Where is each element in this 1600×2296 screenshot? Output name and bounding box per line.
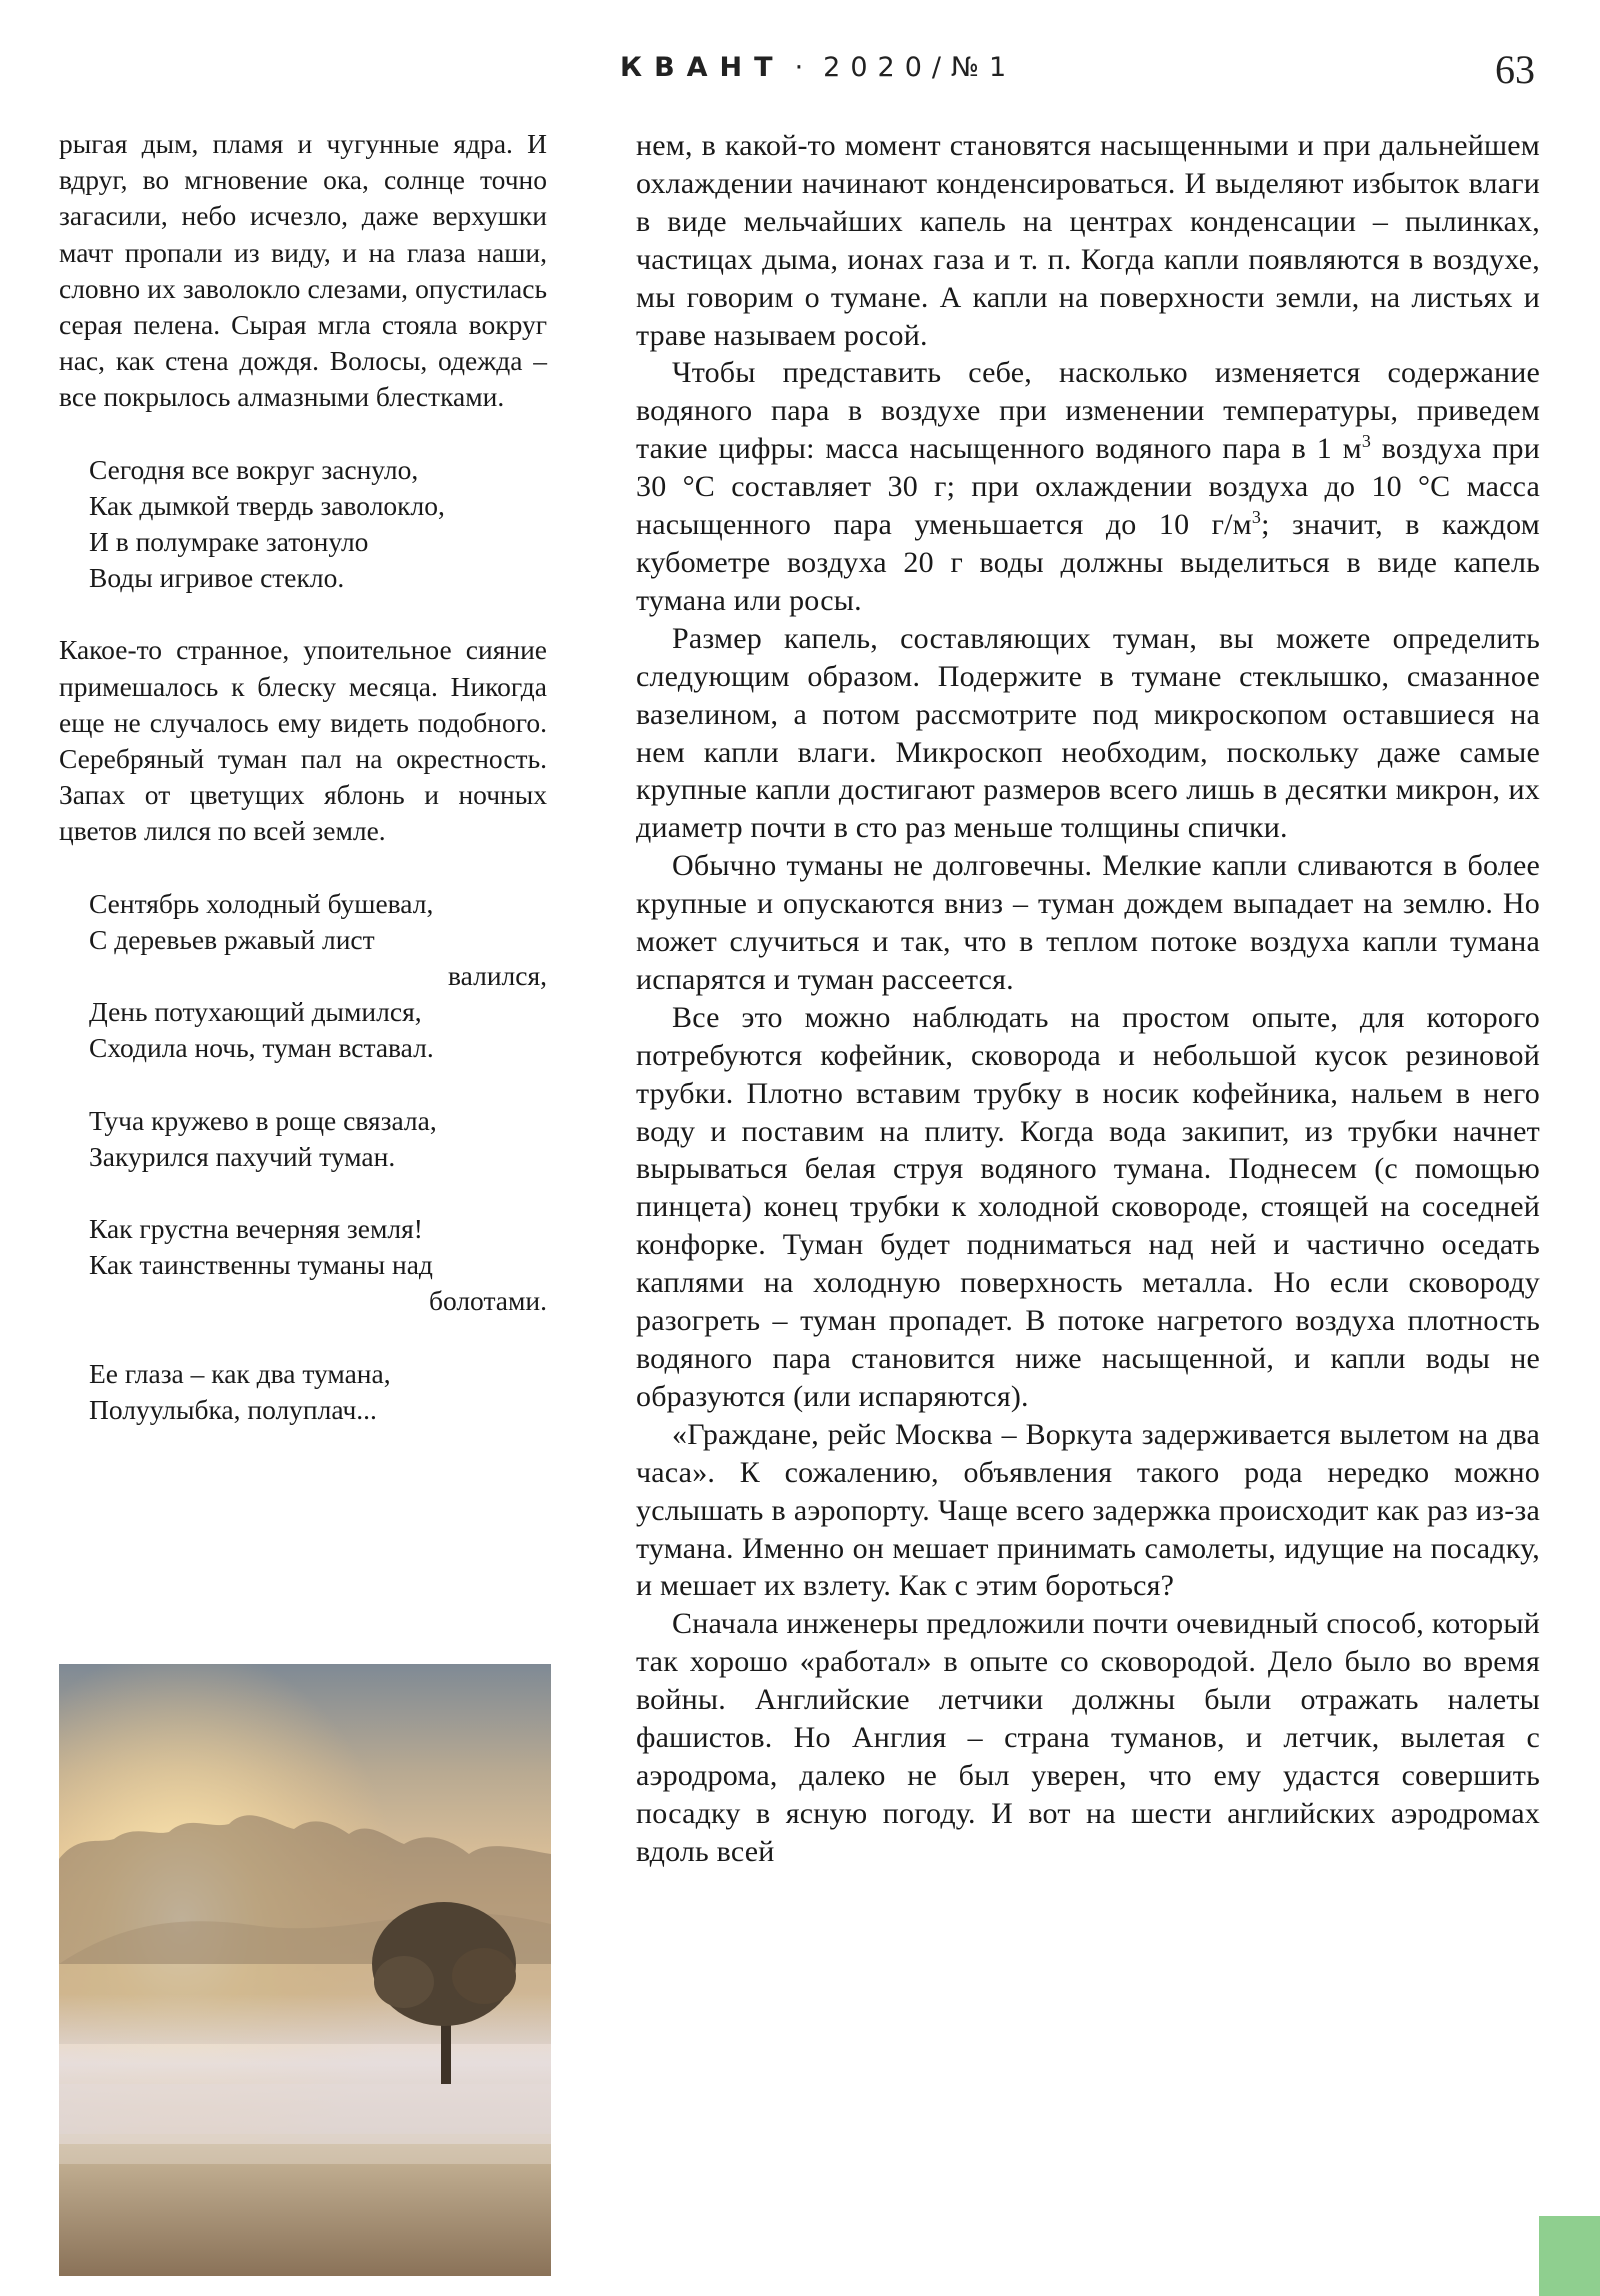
page-header	[0, 40, 1600, 100]
journal-title	[620, 52, 1016, 83]
poem-line: Как грустна вечерняя земля!	[89, 1213, 423, 1245]
poem-line: Как дымкой твердь заволокло,	[89, 489, 445, 521]
paragraph-1: нем, в какой-то момент становятся насыщенными и при дальнейшем охлаждении начинают конденсироваться. И выделяют избыток влаги в виде мельчайших капель на центрах конденсации – пылинках, частицах дыма, ионах газа и т. п. Когда капли появляются в воздухе, мы говорим о тумане. А капли на поверхности земли, на листьях и траве называем росой.	[636, 129, 1540, 352]
poem-line: Сходила ночь, туман вставал.	[89, 1032, 434, 1064]
page-number: 63	[1495, 47, 1535, 92]
poem-line: Как таинственны туманы над	[89, 1249, 433, 1281]
foggy-landscape-photo	[59, 1664, 551, 2276]
paragraph-4: Обычно туманы не долговечны. Мелкие капли сливаются в более крупные и опускаются вниз – туман дождем выпадает на землю. Но может случиться и так, что в теплом потоке воздуха капли тумана испарятся и туман рассеется.	[636, 849, 1540, 996]
poem-line: День потухающий дымился,	[89, 996, 422, 1028]
poem-line: Сегодня все вокруг заснуло,	[89, 453, 419, 485]
poem-line: болотами.	[428, 1285, 547, 1317]
superscript: 3	[1251, 507, 1262, 528]
poem-5	[59, 1356, 547, 1428]
poem-line: Туча кружево в роще связала,	[89, 1104, 437, 1136]
superscript: 3	[1361, 431, 1372, 452]
poem-1	[59, 452, 547, 597]
prose-paragraph: Какое-то странное, упоительное сияние примешалось к блеску месяца. Никогда еще не случалось ему видеть подобного. Серебряный туман пал на окрестность. Запах от цветущих яблонь и ночных цветов лился по всей земле.	[59, 634, 547, 847]
poem-line: И в полумраке затонуло	[89, 526, 369, 558]
paragraph-2	[636, 354, 1540, 619]
paragraph-7: Сначала инженеры предложили почти очевидный способ, который так хорошо «работал» в опыте со сковородой. Дело было во время войны. Английские летчики должны были отражать налеты фашистов. Но Англия – страна туманов, и летчик, вылетая с аэродрома, далеко не был уверен, что ему удастся совершить посадку в ясную погоду. И вот на шести английских аэродромах вдоль всей	[636, 1607, 1540, 1868]
issue-number: 2020/№1	[823, 52, 1017, 83]
separator-dot: ·	[794, 52, 814, 83]
poem-3	[59, 1103, 547, 1175]
poem-line: Сентябрь холодный бушевал,	[89, 887, 434, 919]
right-column	[636, 127, 1540, 1871]
poem-line: Ее глаза – как два тумана,	[89, 1357, 391, 1389]
poem-line: Закурился пахучий туман.	[89, 1140, 396, 1172]
intro-paragraph: рыгая дым, пламя и чугунные ядра. И вдруг, во мгновение ока, солнце точно загасили, небо исчезло, даже верхушки мачт пропали из виду, и на глаза наши, словно их заволокло слезами, опустилась серая пелена. Сырая мгла стояла вокруг нас, как стена дождя. Волосы, одежда – все покрылось алмазными блестками.	[59, 128, 547, 413]
poem-line: С деревьев ржавый лист	[89, 923, 375, 955]
poem-line: Воды игривое стекло.	[89, 562, 345, 594]
paragraph-5: Все это можно наблюдать на простом опыте, для которого потребуются кофейник, сковорода и небольшой кусок резиновой трубки. Плотно вставим трубку в носик кофейника, нальем в него воду и поставим на плиту. Когда вода закипит, из трубки начнет вырываться белая струя водяного тумана. Поднесем (с помощью пинцета) конец трубки к холодной сковороде, стоящей на соседней конфорке. Туман будет подниматься над ней и частично оседать каплями на холодную поверхность металла. Но если сковороду разогреть – туман пропадет. В потоке нагретого воздуха плотность водяного пара становится ниже насыщенной, и капли воды не образуются (или испаряются).	[636, 1000, 1540, 1413]
paragraph-6: «Граждане, рейс Москва – Воркута задерживается вылетом на два часа». К сожалению, объявления такого рода нередко можно услышать в аэропорту. Чаще всего задержка происходит как раз из-за тумана. Именно он мешает принимать самолеты, идущие на посадку, и мешает их взлету. Как с этим бороться?	[636, 1417, 1540, 1603]
paragraph-3: Размер капель, составляющих туман, вы можете определить следующим образом. Подержите в тумане стеклышко, смазанное вазелином, а потом рассмотрите под микроскопом оставшиеся на нем капли влаги. Микроскоп необходим, поскольку даже самые крупные капли достигают размеров всего лишь в десятки микрон, их диаметр почти в сто раз меньше толщины спички.	[636, 621, 1540, 845]
fog-sunrise-illustration	[59, 1664, 551, 2276]
poem-2	[59, 886, 547, 1067]
paragraph-2-part-c: ; значит, в каждом кубометре воздуха 20 г воды должны выделиться в виде капель тумана или росы.	[636, 508, 1540, 617]
journal-name: КВАНТ	[620, 52, 785, 83]
poem-line: Полуулыбка, полуплач...	[89, 1393, 377, 1425]
paragraph-2-part-b: воздуха при 30 °С составляет 30 г; при охлаждении воздуха до 10 °С масса насыщенного пара уменьшается до 10 г/м	[636, 432, 1540, 542]
paragraph-2-part-a: Чтобы представить себе, насколько изменяется содержание водяного пара в воздухе при изменении температуры, приведем такие цифры: масса насыщенного водяного пара в 1 м	[636, 356, 1540, 466]
poem-4	[59, 1211, 547, 1320]
left-column	[59, 126, 547, 1428]
page-edge-tab	[1539, 2216, 1600, 2296]
poem-line: валился,	[448, 960, 547, 992]
